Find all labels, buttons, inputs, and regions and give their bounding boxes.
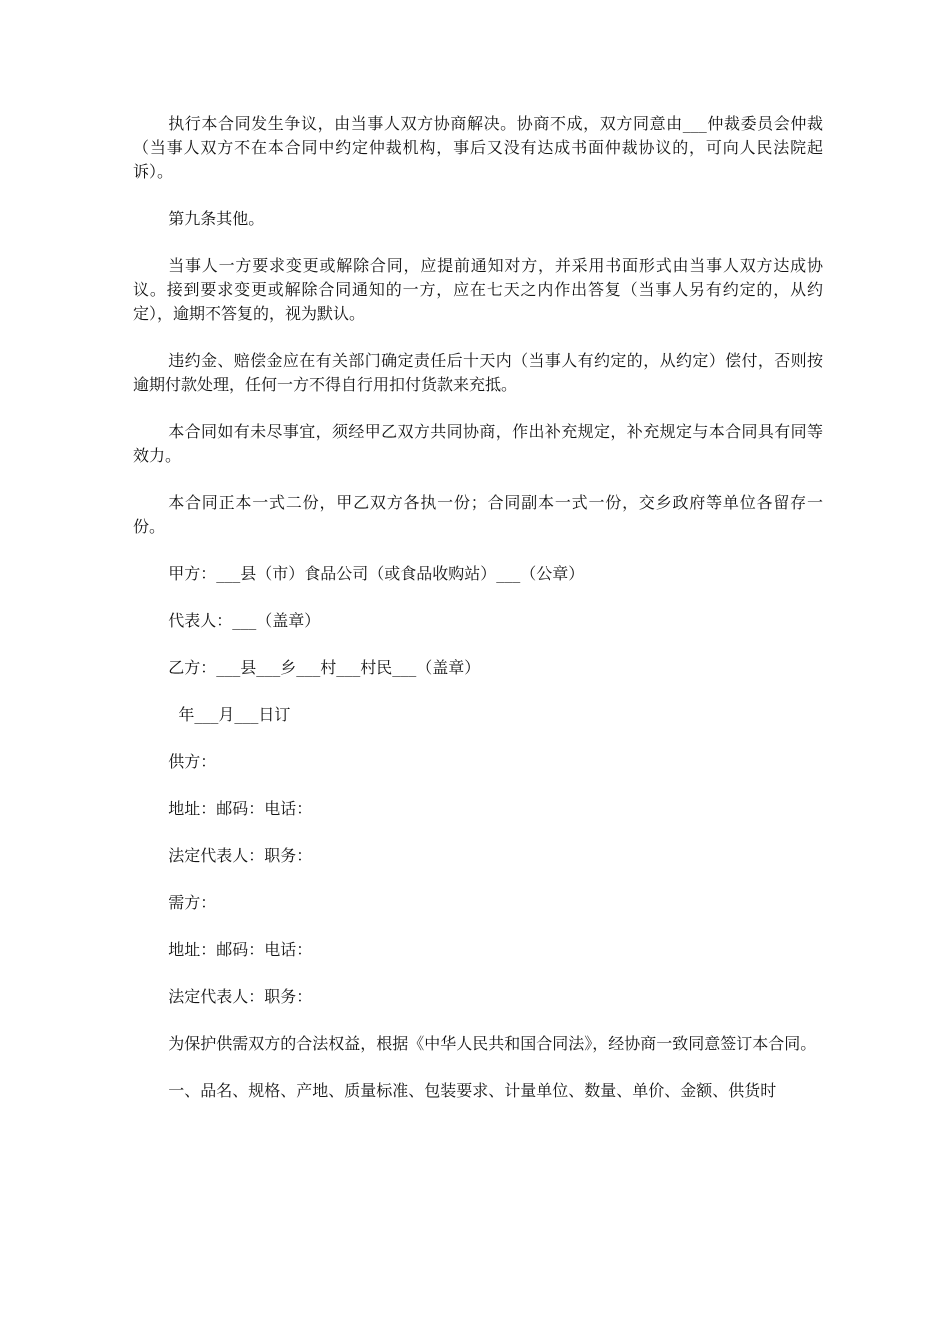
- supplier-label: 供方：: [168, 752, 217, 771]
- section-one-heading: 一、品名、规格、产地、质量标准、包装要求、计量单位、数量、单价、金额、供货时: [168, 1081, 777, 1100]
- supplier-legal-rep-line: 法定代表人：职务：: [168, 846, 313, 865]
- paragraph-article-nine-heading: 第九条其他。: [168, 209, 265, 228]
- paragraph-penalty-payment: 违约金、赔偿金应在有关部门确定责任后十天内（当事人有约定的，从约定）偿付，否则按逾期付款处理，任何一方不得自行用扣付货款来充抵。: [133, 351, 823, 394]
- paragraph-contract-change: 当事人一方要求变更或解除合同，应提前通知对方，并采用书面形式由当事人双方达成协议。接到要求变更或解除合同通知的一方，应在七天之内作出答复（当事人另有约定的，从约定），逾期不答复的，视为默认。: [133, 256, 823, 323]
- paragraph-contract-purpose: 为保护供需双方的合法权益，根据《中华人民共和国合同法》，经协商一致同意签订本合同。: [168, 1034, 817, 1053]
- supplier-address-line: 地址：邮码：电话：: [168, 799, 313, 818]
- party-a-line: 甲方：___县（市）食品公司（或食品收购站）___（公章）: [168, 564, 585, 583]
- buyer-legal-rep-line: 法定代表人：职务：: [168, 987, 313, 1006]
- paragraph-dispute-resolution: 执行本合同发生争议，由当事人双方协商解决。协商不成，双方同意由___仲裁委员会仲裁（当事人双方不在本合同中约定仲裁机构，事后又没有达成书面仲裁协议的，可向人民法院起诉）。: [133, 114, 823, 181]
- date-line: 年___月___日订: [168, 705, 291, 724]
- party-b-line: 乙方：___县___乡___村___村民___（盖章）: [168, 658, 481, 677]
- representative-line: 代表人：___（盖章）: [168, 611, 321, 630]
- paragraph-contract-copies: 本合同正本一式二份，甲乙双方各执一份；合同副本一式一份，交乡政府等单位各留存一份。: [133, 493, 823, 536]
- buyer-address-line: 地址：邮码：电话：: [168, 940, 313, 959]
- document-body: [133, 112, 823, 1126]
- paragraph-supplementary-terms: 本合同如有未尽事宜，须经甲乙双方共同协商，作出补充规定，补充规定与本合同具有同等效力。: [133, 422, 823, 465]
- buyer-label: 需方：: [168, 893, 217, 912]
